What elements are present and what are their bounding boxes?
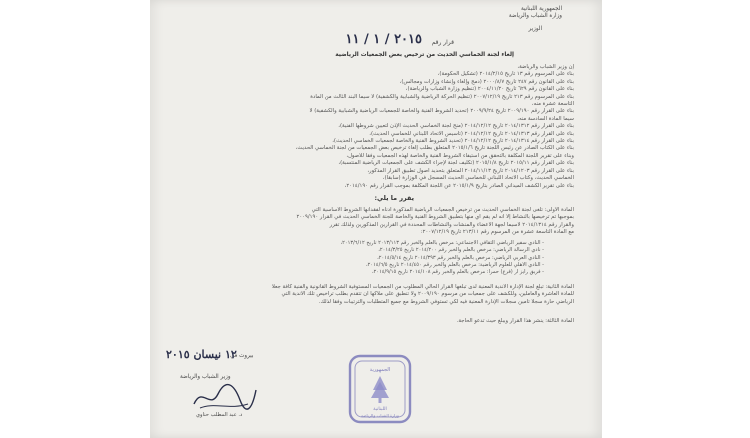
article-2-line: المادة الثانية: تبلغ لجنة الإدارة الأندية المعنية لدى تبلغها القرار الحالي المطلوب من الجمعيات المستوفية الشروط القانونية والفنية كافة جعلا: [271, 284, 574, 290]
preamble-line: بناء على القانون رقم ٢٤٧ تاريخ ٢٠٠٠/٨/٧ (دمج وإلغاء وإنشاء وزارات ومجالس)،: [399, 78, 574, 85]
preamble-line: بناء على الكتاب الصادر عن رئيس اللجنة تاريخ ٢٠١٥/١/٦ المتعلق بطلب إلغاء ترخيص بعض الجمعيات من لجنة الخماسي الحديث،: [295, 145, 574, 152]
article-3: [186, 318, 574, 325]
decides-heading: يقرر ما يلي:: [374, 194, 414, 202]
preamble-line: بناء على القرار رقم ٢٠١٤/١٣١٤ تاريخ ٢٠١٤/١٢/١٢ (تحديد الشروط الفنية والخاصة لجمعيات الخماسي الحديث)،: [332, 138, 574, 145]
preamble-line: الخماسي الحديث، وكتاب الاتحاد اللبناني للخماسي الحديث المسجل في الوزارة (سابقاً)،: [382, 175, 574, 182]
header-ministry: وزارة الشباب والرياضة: [508, 13, 562, 19]
header-country: الجمهورية اللبنانية: [520, 6, 562, 12]
stamp-text: الجمهورية: [369, 367, 391, 373]
clubs-list: [260, 240, 544, 276]
article-2-line: للمادة العاشرة والعاملين، وللكشف على جمعيات من مرسوم ٢٠٠٩/١٩٠ ولا تنطبق على ملاكها أن تتقدم بطلب تراخيص تلك الأندية التي: [281, 291, 574, 298]
list-item: - نادي الرسالة الرياضي: مرخص بالعلم والخبر رقم ٢٠١٤/٢٠٠ تاريخ ٢٠١٤/٣/٢٥،: [378, 247, 544, 254]
article-2-line: الرياضي حارة سجلاً تأمين سجلات الإدارة المعنية فيه لكي تستوفي الشروط مع جميع المتطلبات والترتيبات وفقاً لذلك.: [318, 298, 574, 305]
decision-number: ٢٠١٥ / ١ / ١١: [345, 32, 422, 47]
handwritten-signature: [190, 380, 260, 416]
signature-date: ١٢ نيسان ٢٠١٥: [166, 348, 237, 361]
decision-label: قرار رقم: [431, 39, 454, 46]
preamble-line: وبناء على تقرير اللجنة المكلفة بالتحقق من استيفاء الشروط الفنية والخاصة لهذه الجمعيات وفقاً للأصول،: [346, 152, 574, 159]
article-1-line: والقرار رقم ٢٠١٤/١٣١٤ لاسيما لجهة الأعضاء والمنشآت والنشاطات المحددة في القرارين المذكورين ولذلك تقرر: [329, 221, 574, 228]
list-item: - فريق رايز ار (فرع) حمرا: مرخص بالعلم والخبر رقم ٢٠١٤/١٠٨ تاريخ ٢٠١٤/٩/١٥،: [371, 269, 544, 276]
ministry-stamp: [346, 352, 414, 426]
header-minister: الوزير: [528, 26, 542, 32]
preamble-line: بناء على القرار رقم ٢٠٠٩/١٩٠ تاريخ ٢٠٠٩/٩/٢٤ (تحديد الشروط الفنية والخاصة للجمعيات الرياضية والشبابية والكشفية) لا: [309, 108, 574, 115]
signature-name: د. عبد المطلب حناوي: [196, 412, 243, 418]
preamble-line: التاسعة عشرة منه،: [531, 101, 574, 108]
preamble-line: بناء على القانون رقم ٦٢٩ تاريخ ٢٠٠٤/١١/٢٠ (تنظيم وزارة الشباب والرياضة)،: [405, 86, 574, 93]
list-item: - النادي العربي الرياضي: مرخص بالعلم والخبر رقم ٢٠١٤/٣٩٣ تاريخ ٢٠١٤/٥/١٤،: [377, 254, 544, 261]
signature-title: وزير الشباب والرياضة: [180, 374, 231, 380]
stamp-text: وزارة الشباب والرياضة: [361, 413, 399, 418]
signature-place: بيروت في: [230, 353, 254, 359]
article-1-line: مع المادة التاسعة عشرة من المرسوم رقم ٢١٣/١١ تاريخ ٢٠٠٧/١٢/١٩:: [420, 229, 574, 236]
preamble-line: سيما المادة السادسة منه،: [517, 115, 574, 122]
list-item: - النادي سفير الرياضي الثقافي الاجتماعي: مرخص بالعلم والخبر رقم ٢٠١٣/١١٣ تاريخ ٢٠١٣/٦/١٢،: [340, 240, 544, 246]
decision-title: إلغاء لجنة الخماسي الحديث من ترخيص بعض الجمعيات الرياضية: [335, 52, 514, 58]
preamble-line: بناء على القرار رقم ٢٠١٥/١١ تاريخ ٢٠١٥/١/٨ (تكليف لجنة لإجراء الكشف على الجمعيات الرياضية المنتسبة)،: [338, 160, 574, 167]
article-2: [186, 284, 574, 306]
preamble-line: بناء على المرسوم رقم ٢١٣ تاريخ ٢٠٠٧/١٢/١٩ (تنظيم الحركة الرياضية والشبابية والكشفية) لا سيما البند الثالث من المادة: [310, 93, 574, 100]
preamble-line: بناء على تقرير الكشف الميداني الصادر بتاريخ ٢٠١٥/١/٩ عن اللجنة المكلفة بموجب القرار رقم ٢٠١٤/١٩٠،: [344, 182, 574, 189]
preamble-line: بناء على القرار رقم ٢٠١٤/١٣١٣ تاريخ ٢٠١٤/١٢/١٢ (تأسيس الاتحاد اللبناني للخماسي الحديث)،: [369, 130, 574, 137]
stamp-text: اللبنانية: [373, 407, 387, 412]
article-3-line: المادة الثالثة: ينشر هذا القرار ويبلغ حيث تدعو الحاجة.: [456, 318, 574, 324]
article-1: [186, 207, 574, 237]
article-1-line: بموجبها تم ترخيصها بالنشاط إلا أنه لم يقم أي منها بتطبيق الشروط الفنية والخاصة للجنة الخماسي الحديث في القرار ٢٠٠٩/١٩٠: [296, 214, 574, 221]
preamble-line: بناء على القرار رقم ٢٠١٤/١٣١٢ تاريخ ٢٠١٤/١٢/١٢ (منح لجنة الخماسي الحديث الإذن لتعيين شروطها الفنية)،: [338, 123, 574, 130]
preamble-line: إن وزير الشباب والرياضة،: [517, 64, 574, 70]
article-1-line: المادة الأولى: تلغى لجنة الخماسي الحديث من ترخيص الجمعيات الرياضية المذكورة أدناه لفقدانها الشروط الأساسية التي: [311, 207, 574, 213]
preamble: [186, 64, 574, 190]
preamble-line: بناء على المرسوم رقم ١٣ تاريخ ٢٠١٤/٢/١٥ (تشكيل الحكومة)،: [437, 71, 574, 78]
document-page: [150, 0, 602, 438]
preamble-line: بناء على القرار رقم ٢٠١٤/١٢٠٣ تاريخ ٢٠١٤/١١/١٣ المتعلق بتحديد أصول تطبيق القرار المذكور،: [367, 167, 574, 174]
list-item: - النادي الأهلي للعلوم الرياضية: مرخص بالعلم والخبر رقم ٢٠١٤/٤٥٠ تاريخ ٢٠١٤/٦/٥،: [366, 261, 544, 268]
